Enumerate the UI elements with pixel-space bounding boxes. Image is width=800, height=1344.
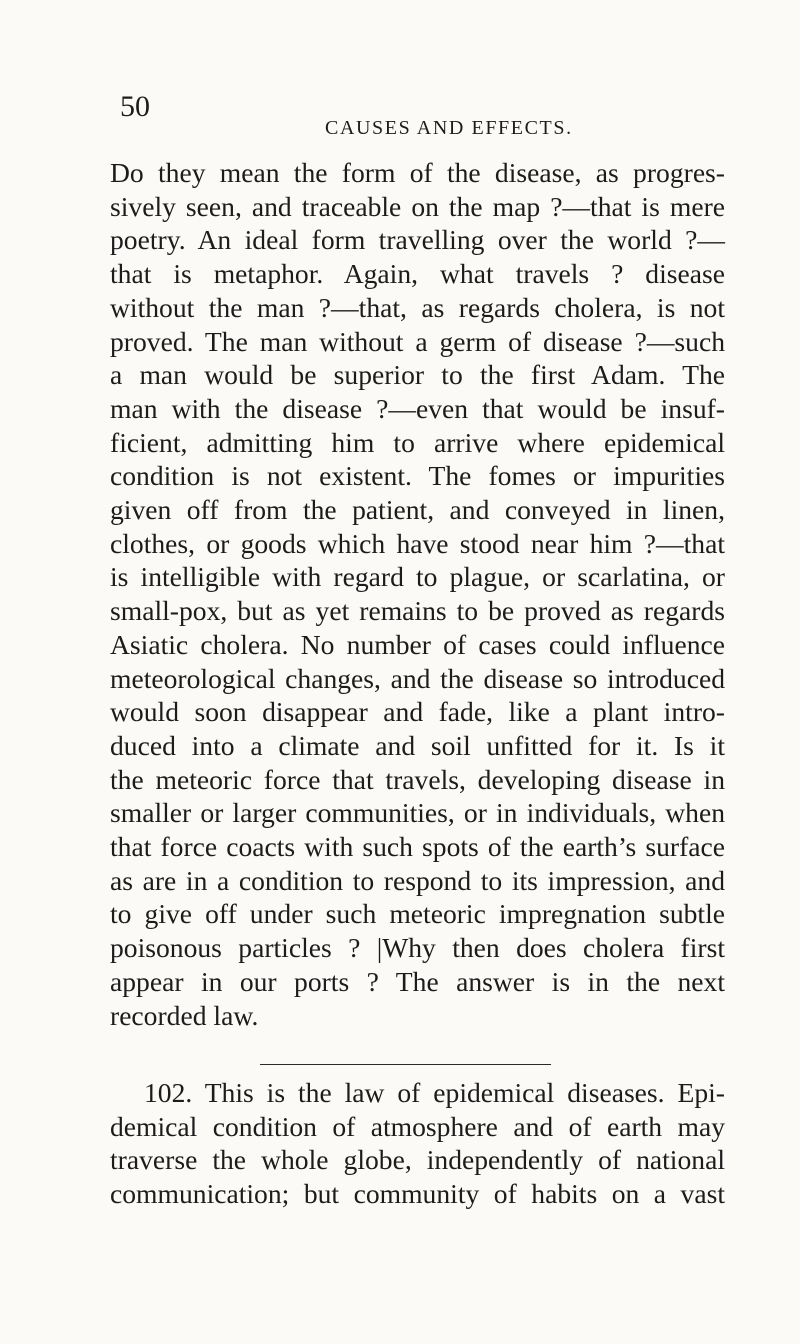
- text-line: clothes, or goods which have stood near him ?—that: [110, 527, 725, 559]
- text-line: that force coacts with such spots of the earth’s surface: [110, 831, 725, 863]
- text-line: ficient, admitting him to arrive where epidemical: [110, 426, 725, 458]
- text-line: poisonous particles ? |Why then does cholera first: [110, 932, 725, 964]
- section-divider: [260, 1064, 551, 1065]
- text-line: Asiatic cholera. No number of cases could influence: [110, 628, 725, 660]
- text-line: duced into a climate and soil unfitted for it. Is it: [110, 729, 725, 761]
- page-number: 50: [120, 90, 150, 123]
- text-line: without the man ?—that, as regards cholera, is not: [110, 291, 725, 323]
- text-line: small-pox, but as yet remains to be proved as regards: [110, 595, 725, 627]
- text-line: to give off under such meteoric impregnation subtle: [110, 898, 725, 930]
- text-line: is intelligible with regard to plague, or scarlatina, or: [110, 561, 725, 593]
- text-line: smaller or larger communities, or in individuals, when: [110, 797, 725, 829]
- text-line: a man would be superior to the first Adam. The: [110, 359, 725, 391]
- text-line: appear in our ports ? The answer is in the next: [110, 965, 725, 997]
- text-line: communication; but community of habits on a vast: [110, 1178, 725, 1210]
- text-line: proved. The man without a germ of disease ?—such: [110, 325, 725, 357]
- text-line: as are in a condition to respond to its impression, and: [110, 864, 725, 896]
- text-line: recorded law.: [110, 999, 259, 1031]
- text-line: traverse the whole globe, independently of national: [110, 1144, 725, 1176]
- text-line: the meteoric force that travels, developing disease in: [110, 763, 725, 795]
- paragraph-main: [110, 156, 725, 1032]
- text-line: poetry. An ideal form travelling over the world ?—: [110, 224, 725, 256]
- text-line: man with the disease ?—even that would be insuf-: [110, 392, 725, 424]
- running-title: CAUSES AND EFFECTS.: [325, 117, 573, 139]
- text-line: sively seen, and traceable on the map ?—that is mere: [110, 190, 725, 222]
- text-line: meteorological changes, and the disease so introduced: [110, 662, 725, 694]
- text-line: demical condition of atmosphere and of earth may: [110, 1110, 725, 1142]
- text-line: would soon disappear and fade, like a plant intro-: [110, 696, 725, 728]
- text-line: Do they mean the form of the disease, as progres-: [110, 157, 725, 188]
- paragraph-next: [110, 1076, 725, 1211]
- text-line: given off from the patient, and conveyed in linen,: [110, 494, 725, 526]
- text-line: 102. This is the law of epidemical diseases. Epi-: [144, 1077, 725, 1108]
- text-line: condition is not existent. The fomes or impurities: [110, 460, 725, 492]
- text-line: that is metaphor. Again, what travels ? disease: [110, 258, 725, 290]
